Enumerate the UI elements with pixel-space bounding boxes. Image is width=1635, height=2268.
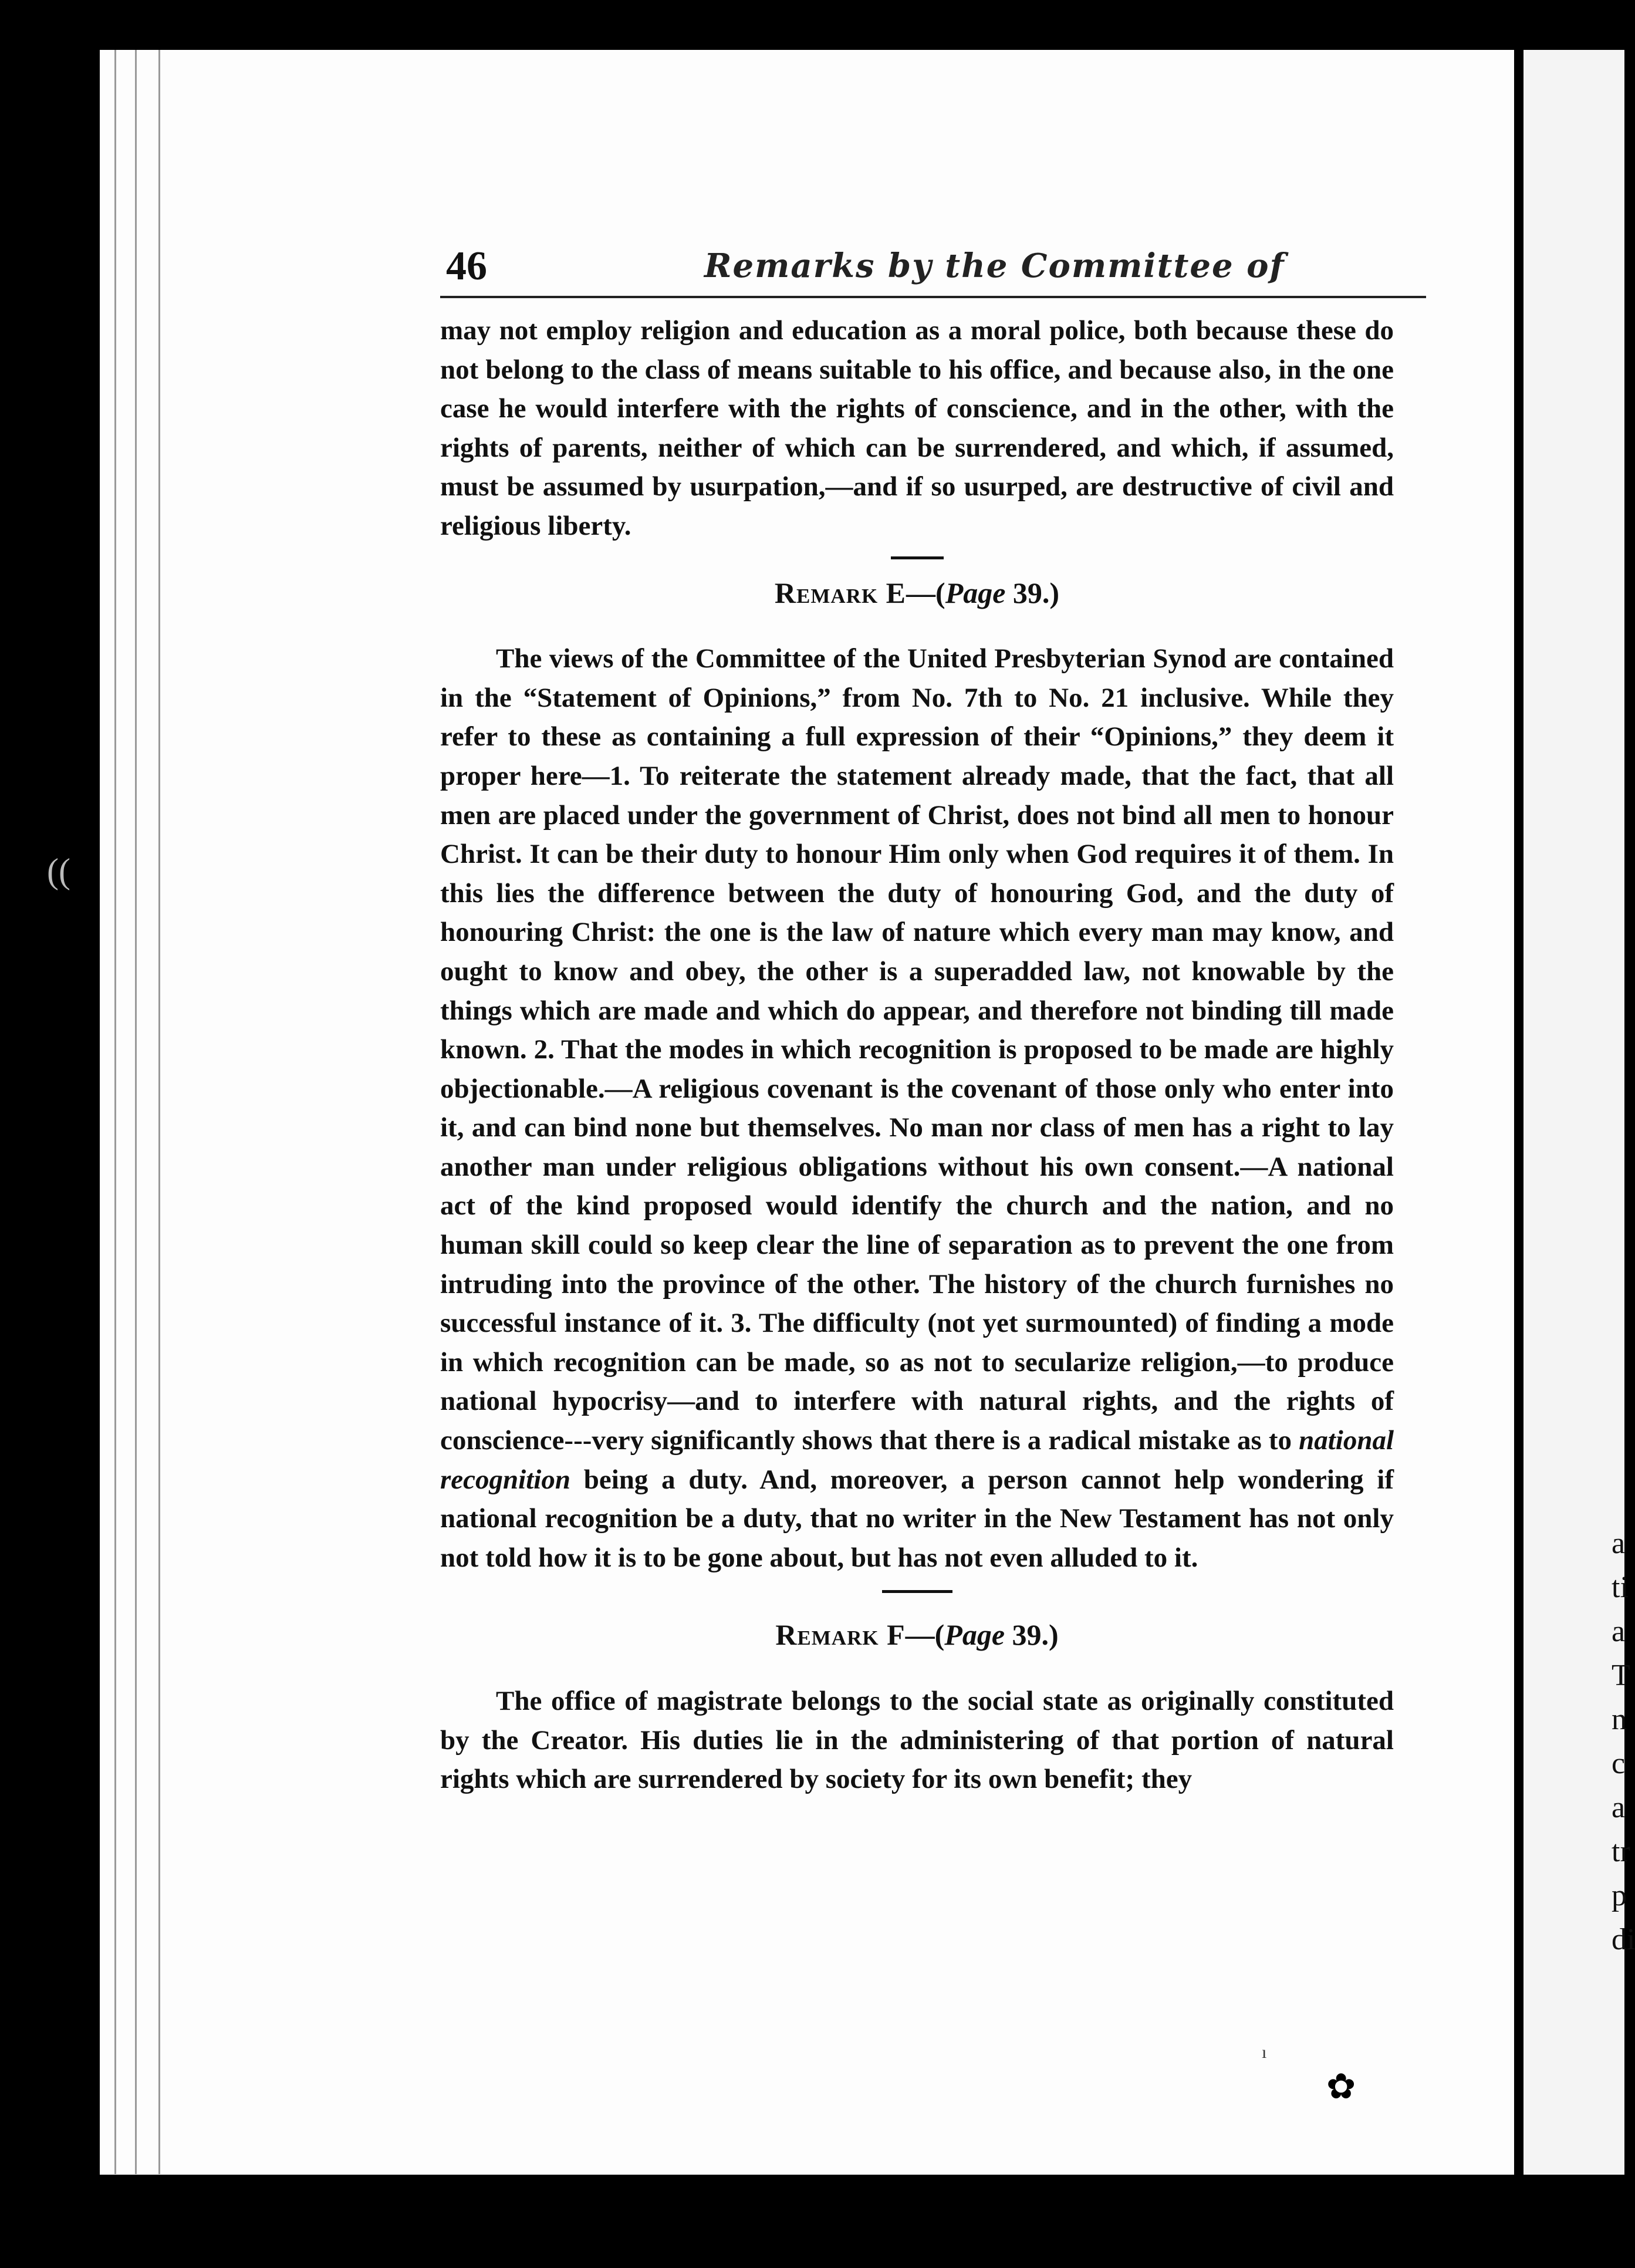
adjacent-page-fragment: di [1612, 1923, 1635, 1956]
ink-blot: ✿ [1326, 2067, 1356, 2106]
page-ref-number: 39. [1012, 1618, 1049, 1652]
paragraph-emphasis: national recognition [440, 1425, 1394, 1495]
adjacent-page-fragment: n [1612, 1703, 1627, 1736]
page-body [440, 311, 1394, 1799]
adjacent-page-fragment: a [1612, 1527, 1626, 1560]
page-header [440, 235, 1426, 305]
paragraph [440, 639, 1394, 1577]
section-divider [891, 556, 944, 559]
edge-smudge: (( [47, 852, 70, 890]
page-speck: ı [1262, 2043, 1267, 2062]
adjacent-page-fragment: tr [1612, 1835, 1630, 1868]
adjacent-page-fragment: p [1612, 1879, 1627, 1912]
remark-label: Remark E [774, 576, 907, 609]
adjacent-page-fragment: T [1612, 1659, 1630, 1692]
adjacent-page-fragment: ti [1612, 1571, 1629, 1604]
page-gutter [1514, 50, 1523, 2175]
section-heading: Remark E—(Page 39.) [774, 576, 1060, 609]
paragraph: may not employ religion and education as a moral police, both because these do not belong to the class of means suitable to his office, and because also, in the one case he would interfere with the rights of conscience, and in the other, with the rights of parents, neither of which can be surrendered, and which, if assumed, must be assumed by usurpation,—and if so usurped, are destructive of civil and religious liberty. [440, 315, 1394, 541]
paragraph: The office of magistrate belongs to the social state as originally constituted by the Creator. His duties lie in the administering of that portion of natural rights which are surrendered by society for its own benefit; they [440, 1686, 1394, 1795]
adjacent-page-edge [1523, 50, 1635, 2175]
page-ref-number: 39. [1012, 576, 1050, 609]
remark-label: Remark F [775, 1618, 906, 1652]
page-fold-line [158, 50, 160, 2174]
paragraph-text: The views of the Committee of the United Presbyterian Synod are contained in the “Statement of Opinions,” from No. 7th to No. 21 inclusive. While they refer to these as containing a full expression of their “Opinions,” they deem it proper here—1. To reiterate the statement already made, that the fact, that all men are placed under the government of Christ, does not bind all men to honour Christ. It can be their duty to honour Him only when God requires it of them. In this lies the difference between the duty of honouring God, and the duty of honouring Christ: the one is the law of nature which every man may know, and ought to know and obey, the other is a superadded law, not knowable by the things which are made and which do appear, and therefore not binding till made known. 2. That the modes in which recognition is proposed to be made are highly objectionable.—A religious covenant is the covenant of those only who enter into it, and can bind none but themselves. No man nor class of men has a right to lay another man under religious obligations without his own consent.—A national act of the kind proposed would identify the church and the nation, and no human skill could so keep clear the line of separation as to prevent the one from intruding into the province of the other. The history of the church furnishes no successful instance of it. 3. The difficulty (not yet surmounted) of finding a mode in which recognition can be made, so as not to secularize religion,—to produce national hypocrisy—and to interfere with natural rights, and the rights of conscience---very significantly shows that there is a radical mistake as to [440, 643, 1394, 1456]
adjacent-page-fragment: c [1612, 1747, 1626, 1780]
adjacent-page-fragment: a [1612, 1615, 1626, 1648]
page-ref-word: Page [944, 1618, 1005, 1652]
page-ref-word: Page [945, 576, 1006, 609]
adjacent-page-fragment: a [1612, 1791, 1626, 1824]
page-fold-line [135, 50, 137, 2174]
running-title: Remarks by the Committee of [704, 247, 1285, 285]
header-rule [440, 296, 1426, 298]
section-heading: Remark F—(Page 39.) [775, 1618, 1059, 1652]
page-fold-line [114, 50, 116, 2174]
paragraph-text: being a duty. And, moreover, a person cannot help wondering if national recognition be a duty, that no writer in the New Testament has not only not told how it is to be gone about, but has not even alluded to it. [440, 1464, 1394, 1573]
section-divider [882, 1590, 952, 1593]
page-number: 46 [446, 244, 487, 289]
